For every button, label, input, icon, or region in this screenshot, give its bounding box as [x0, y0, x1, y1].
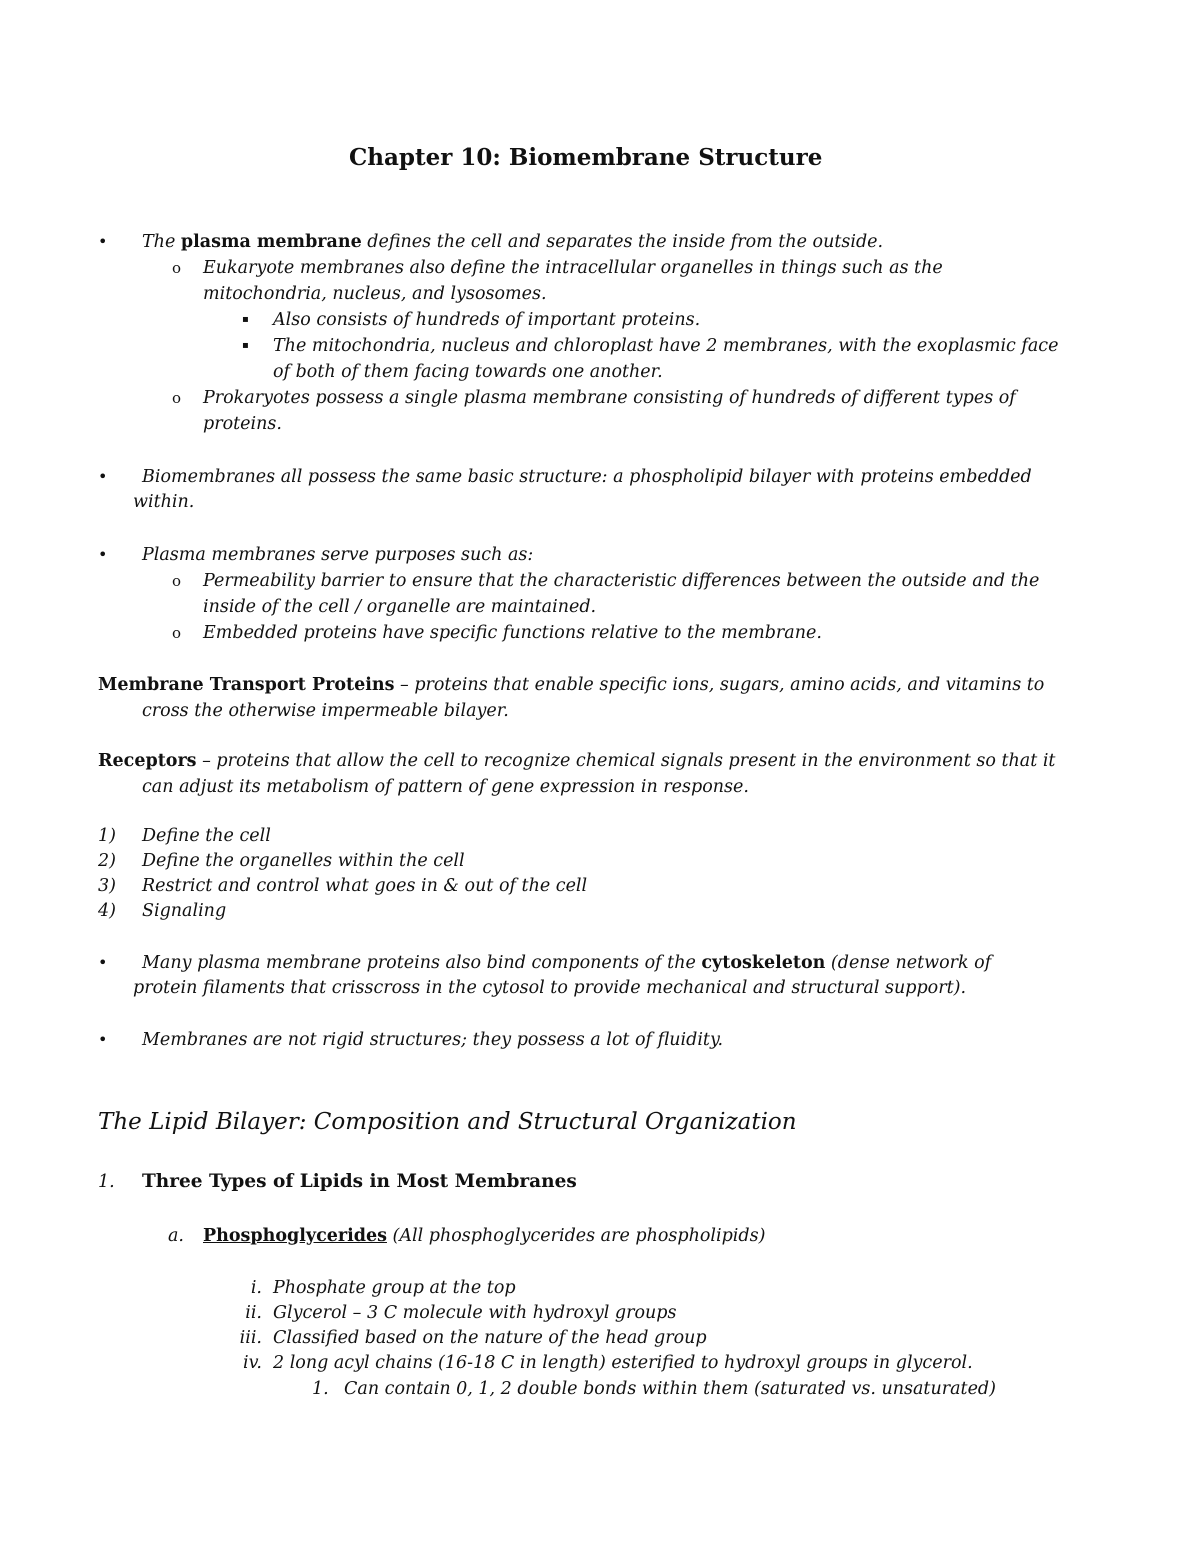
bullet-plasma-membrane: The plasma membrane defines the cell and separates the inside from the outside.: [142, 232, 884, 252]
list-item: Define the organelles within the cell: [142, 851, 465, 871]
list-number: 3): [98, 876, 116, 896]
bullet-cytoskeleton-l2: protein filaments that crisscross in the cytosol to provide mechanical and structural support).: [133, 978, 967, 998]
list-item: 2 long acyl chains (16-18 C in length) esterified to hydroxyl groups in glycerol.: [273, 1353, 973, 1373]
list-number: 2): [98, 851, 116, 871]
roman-numeral: iii.: [239, 1328, 262, 1348]
sub-sub-item-membranes-l2: of both of them facing towards one another.: [273, 362, 663, 382]
sub-item-prokaryote-l1: Prokaryotes possess a single plasma membrane consisting of hundreds of different types of: [203, 388, 1016, 408]
bullet-purposes: Plasma membranes serve purposes such as:: [142, 545, 534, 565]
circle-marker: o: [172, 259, 182, 277]
list-number: 1): [98, 826, 116, 846]
term-plasma-membrane: plasma membrane: [180, 232, 362, 252]
roman-numeral: ii.: [245, 1303, 262, 1323]
list-item: Phosphate group at the top: [273, 1278, 516, 1298]
roman-numeral: iv.: [243, 1353, 262, 1373]
roman-numeral: i.: [250, 1278, 262, 1298]
term-membrane-transport-proteins: Membrane Transport Proteins: [98, 675, 395, 695]
page-title: Chapter 10: Biomembrane Structure: [349, 144, 823, 171]
list-number: 1.: [312, 1379, 329, 1399]
list-item: Classified based on the nature of the head group: [273, 1328, 707, 1348]
sub-item-eukaryote-l2: mitochondria, nucleus, and lysosomes.: [203, 284, 547, 304]
bullet-marker: •: [98, 1030, 108, 1049]
definition-receptors-l2: can adjust its metabolism of pattern of gene expression in response.: [142, 777, 749, 797]
sub-item-eukaryote-l1: Eukaryote membranes also define the intracellular organelles in things such as the: [203, 258, 943, 278]
subsection-title-lipid-types: Three Types of Lipids in Most Membranes: [142, 1171, 577, 1192]
term-cytoskeleton: cytoskeleton: [701, 953, 826, 973]
bullet-marker: •: [98, 953, 108, 972]
list-number: 4): [98, 901, 116, 921]
subsection-letter: a.: [168, 1226, 184, 1246]
bullet-marker: •: [98, 232, 108, 251]
bullet-cytoskeleton-l1: Many plasma membrane proteins also bind components of the cytoskeleton (dense network of: [142, 953, 992, 973]
sub-item-permeability-l2: inside of the cell / organelle are maintained.: [203, 597, 597, 617]
sub-sub-item-proteins: Also consists of hundreds of important proteins.: [273, 310, 701, 330]
sub-item-embedded-proteins: Embedded proteins have specific functions relative to the membrane.: [203, 623, 822, 643]
circle-marker: o: [172, 572, 182, 590]
square-marker: ▪: [242, 340, 249, 351]
list-item: Can contain 0, 1, 2 double bonds within them (saturated vs. unsaturated): [344, 1379, 996, 1399]
sub-sub-item-membranes-l1: The mitochondria, nucleus and chloroplast have 2 membranes, with the exoplasmic face: [273, 336, 1059, 356]
list-item: Restrict and control what goes in & out of the cell: [142, 876, 588, 896]
circle-marker: o: [172, 624, 182, 642]
term-phosphoglycerides: Phosphoglycerides: [203, 1226, 387, 1246]
bullet-biomembranes-l2: within.: [133, 492, 195, 512]
definition-receptors-l1: Receptors – proteins that allow the cell to recognize chemical signals present in the environment so that it: [98, 751, 1056, 771]
list-item: Glycerol – 3 C molecule with hydroxyl groups: [273, 1303, 677, 1323]
sub-item-permeability-l1: Permeability barrier to ensure that the characteristic differences between the outside and the: [203, 571, 1040, 591]
term-receptors: Receptors: [98, 751, 197, 771]
bullet-fluidity: Membranes are not rigid structures; they possess a lot of fluidity.: [142, 1030, 724, 1050]
definition-transport-proteins-l2: cross the otherwise impermeable bilayer.: [142, 701, 509, 721]
bullet-marker: •: [98, 545, 108, 564]
definition-transport-proteins-l1: Membrane Transport Proteins – proteins that enable specific ions, sugars, amino acids, and vitamins to: [98, 675, 1045, 695]
sub-item-prokaryote-l2: proteins.: [203, 414, 282, 434]
section-heading-lipid-bilayer: The Lipid Bilayer: Composition and Structural Organization: [98, 1109, 797, 1135]
subsection-phosphoglycerides: Phosphoglycerides (All phosphoglycerides are phospholipids): [203, 1226, 766, 1246]
circle-marker: o: [172, 389, 182, 407]
list-item: Define the cell: [142, 826, 271, 846]
section-number: 1.: [98, 1172, 115, 1192]
square-marker: ▪: [242, 314, 249, 325]
bullet-biomembranes-l1: Biomembranes all possess the same basic structure: a phospholipid bilayer with proteins embedded: [142, 467, 1032, 487]
list-item: Signaling: [142, 901, 227, 921]
bullet-marker: •: [98, 467, 108, 486]
